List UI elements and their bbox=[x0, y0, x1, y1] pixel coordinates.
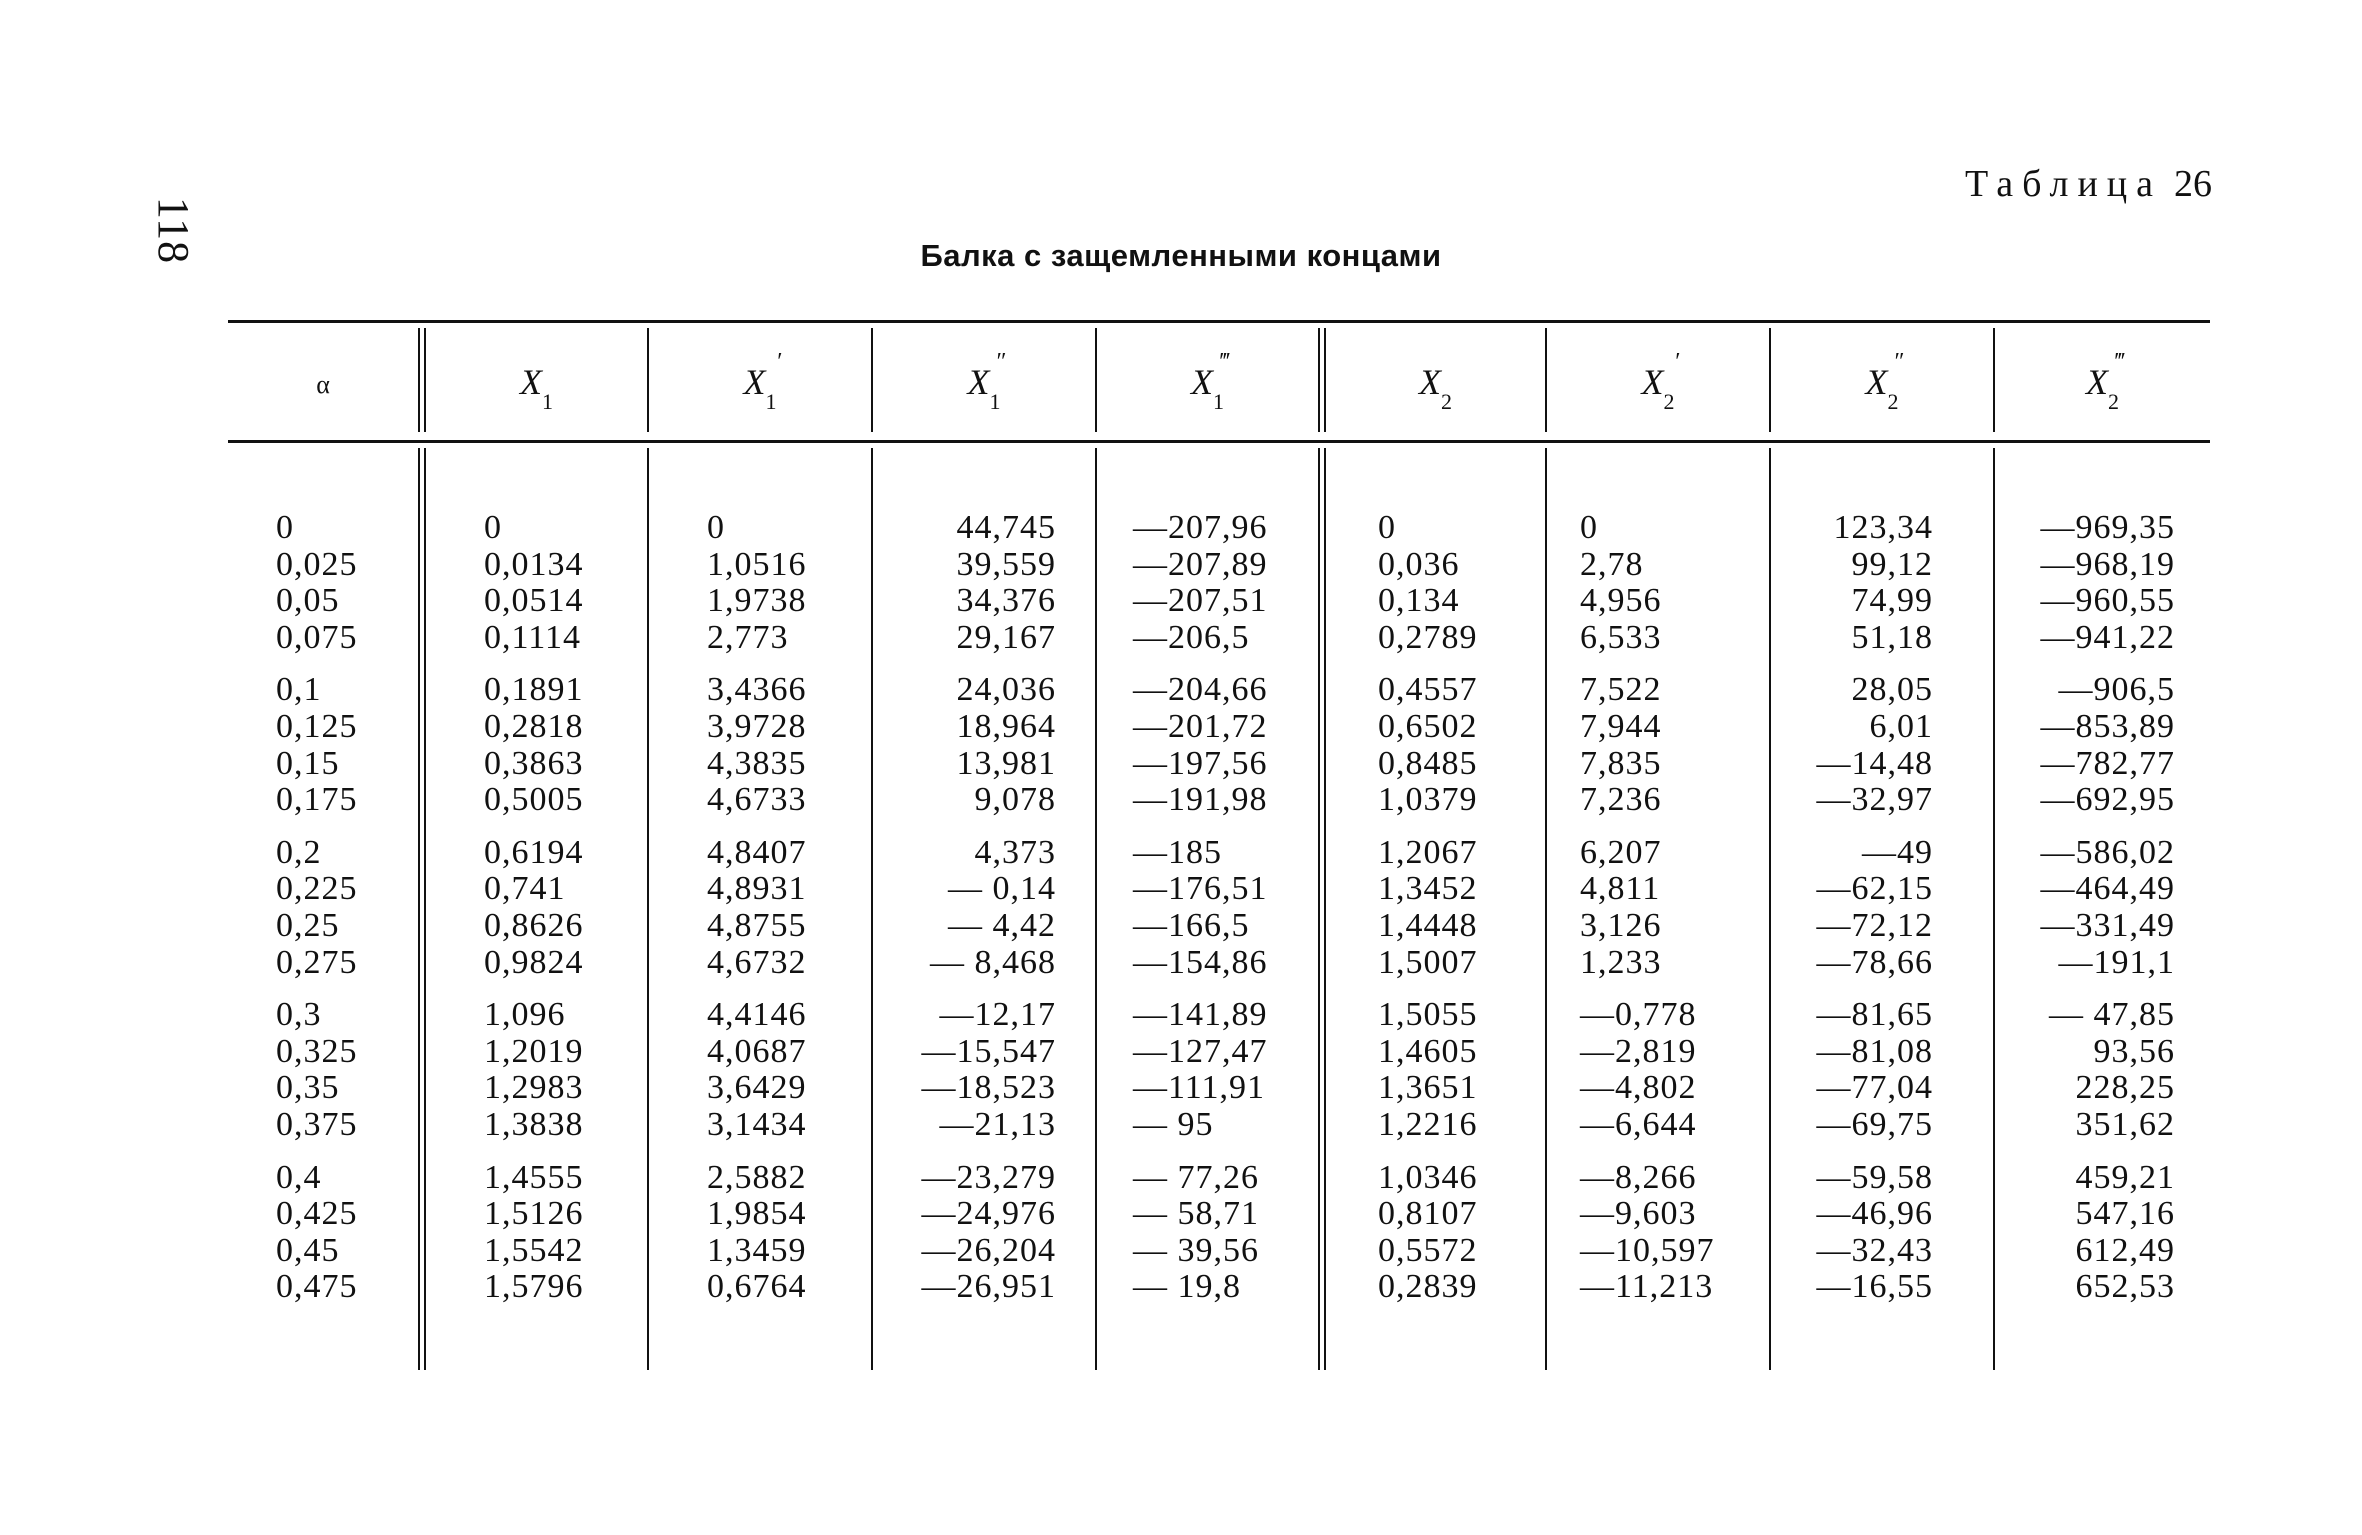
table-cell: —81,65 bbox=[1816, 996, 1933, 1034]
table-cell: —6,644 bbox=[1580, 1105, 1697, 1143]
table-cell: 74,99 bbox=[1851, 582, 1933, 620]
table-cell: —0,778 bbox=[1580, 996, 1697, 1034]
table-cell: —77,04 bbox=[1816, 1069, 1933, 1107]
table-cell: 0 bbox=[1580, 509, 1598, 546]
table-cell: 6,207 bbox=[1580, 833, 1662, 871]
table-cell: 9,078 bbox=[974, 781, 1056, 819]
table-cell: — 95 bbox=[1133, 1105, 1214, 1143]
table-cell: 1,5796 bbox=[484, 1268, 584, 1306]
header-alpha: α bbox=[316, 370, 330, 399]
table-cell: 1,5055 bbox=[1378, 996, 1478, 1034]
table-cell: 1,2983 bbox=[484, 1069, 584, 1107]
table-cell: 0 bbox=[276, 509, 294, 546]
table-label bbox=[1965, 162, 2212, 206]
table-cell: —21,13 bbox=[939, 1105, 1056, 1143]
row-group bbox=[1133, 997, 1268, 1143]
table-cell: 4,4146 bbox=[707, 996, 807, 1034]
row-group bbox=[484, 672, 584, 818]
table-cell: 0,275 bbox=[276, 943, 358, 981]
table-cell: 459,21 bbox=[2075, 1158, 2175, 1196]
row-group bbox=[1580, 997, 1715, 1143]
table-cell: —23,279 bbox=[921, 1158, 1056, 1196]
table-cell: —49 bbox=[1862, 833, 1933, 871]
table-cell: 0,134 bbox=[1378, 582, 1460, 620]
table-cell: —141,89 bbox=[1133, 996, 1268, 1034]
table-cell: — 77,26 bbox=[1133, 1158, 1259, 1196]
table-cell: 0,075 bbox=[276, 618, 358, 656]
table-cell: 4,0687 bbox=[707, 1032, 807, 1070]
row-group bbox=[1580, 510, 1715, 656]
table-cell: —72,12 bbox=[1816, 906, 1933, 944]
table-cell: 0,8107 bbox=[1378, 1195, 1478, 1233]
table-cell: — 8,468 bbox=[930, 943, 1056, 981]
table-cell: 2,773 bbox=[707, 618, 789, 656]
column-divider bbox=[871, 448, 873, 1370]
row-group bbox=[922, 510, 1057, 656]
table-cell: 547,16 bbox=[2075, 1195, 2175, 1233]
row-group bbox=[1580, 835, 1715, 981]
table-cell: 1,3838 bbox=[484, 1105, 584, 1143]
row-group bbox=[276, 835, 358, 981]
table-cell: 2,78 bbox=[1580, 545, 1644, 583]
table-cell: 13,981 bbox=[956, 744, 1056, 782]
row-group bbox=[1817, 997, 1934, 1143]
table-cell: —14,48 bbox=[1816, 744, 1933, 782]
table-cell: 0 bbox=[707, 509, 725, 546]
table-cell: 1,0516 bbox=[707, 545, 807, 583]
row-group bbox=[707, 510, 807, 656]
table-cell: 2,5882 bbox=[707, 1158, 807, 1196]
table-cell: —26,951 bbox=[921, 1268, 1056, 1306]
page-number: 118 bbox=[149, 196, 199, 265]
row-group bbox=[1817, 672, 1934, 818]
row-group bbox=[922, 1160, 1057, 1306]
table-cell: —69,75 bbox=[1816, 1105, 1933, 1143]
table-cell: 1,096 bbox=[484, 996, 566, 1034]
table-cell: 0,0134 bbox=[484, 545, 584, 583]
header-x1-prime: $X_1$ ′ bbox=[743, 349, 783, 414]
row-group bbox=[1378, 672, 1478, 818]
table-cell: 99,12 bbox=[1851, 545, 1933, 583]
table-cell: 1,2067 bbox=[1378, 833, 1478, 871]
table-cell: 1,3452 bbox=[1378, 870, 1478, 908]
column-x2-triple-prime bbox=[2041, 510, 2176, 1322]
table-cell: —207,89 bbox=[1133, 545, 1268, 583]
table-cell: —59,58 bbox=[1816, 1158, 1933, 1196]
table-cell: 4,373 bbox=[974, 833, 1056, 871]
table-cell: —204,66 bbox=[1133, 671, 1268, 709]
table-cell: 0,9824 bbox=[484, 943, 584, 981]
table-cell: —941,22 bbox=[2040, 618, 2175, 656]
table-cell: —46,96 bbox=[1816, 1195, 1933, 1233]
column-divider bbox=[418, 448, 426, 1370]
table-cell: —32,43 bbox=[1816, 1231, 1933, 1269]
table-cell: 0,125 bbox=[276, 707, 358, 745]
table-cell: —692,95 bbox=[2040, 781, 2175, 819]
column-divider bbox=[1545, 448, 1547, 1370]
column-x2-double-prime bbox=[1817, 510, 1934, 1322]
row-group bbox=[922, 835, 1057, 981]
table-cell: —127,47 bbox=[1133, 1032, 1268, 1070]
row-group bbox=[1378, 997, 1478, 1143]
table-cell: 0,2 bbox=[276, 833, 322, 871]
row-group bbox=[707, 835, 807, 981]
table-cell: 0,475 bbox=[276, 1268, 358, 1306]
table-cell: 0,4557 bbox=[1378, 671, 1478, 709]
row-group bbox=[276, 1160, 358, 1306]
table-cell: —2,819 bbox=[1580, 1032, 1697, 1070]
row-group bbox=[276, 672, 358, 818]
table-cell: 3,4366 bbox=[707, 671, 807, 709]
table-cell: 51,18 bbox=[1851, 618, 1933, 656]
table-cell: —10,597 bbox=[1580, 1231, 1715, 1269]
table-cell: 29,167 bbox=[956, 618, 1056, 656]
header-x1-double-prime: $X_1$ ″ bbox=[967, 349, 1007, 414]
table-cell: 1,3459 bbox=[707, 1231, 807, 1269]
column-divider bbox=[418, 328, 426, 432]
table-cell: 1,0346 bbox=[1378, 1158, 1478, 1196]
table-cell: 0,8626 bbox=[484, 906, 584, 944]
table-cell: 351,62 bbox=[2075, 1105, 2175, 1143]
table-cell: 1,2019 bbox=[484, 1032, 584, 1070]
table-cell: —8,266 bbox=[1580, 1158, 1697, 1196]
row-group bbox=[1133, 835, 1268, 981]
table-cell: 93,56 bbox=[2093, 1032, 2175, 1070]
table-cell: —4,802 bbox=[1580, 1069, 1697, 1107]
table-cell: —191,98 bbox=[1133, 781, 1268, 819]
table-cell: 4,8755 bbox=[707, 906, 807, 944]
column-x1-prime bbox=[707, 510, 807, 1322]
table-cell: —968,19 bbox=[2040, 545, 2175, 583]
table-cell: — 39,56 bbox=[1133, 1231, 1259, 1269]
row-group bbox=[1378, 510, 1478, 656]
table-cell: 7,236 bbox=[1580, 781, 1662, 819]
table-cell: 4,6732 bbox=[707, 943, 807, 981]
table-cell: 0,25 bbox=[276, 906, 340, 944]
table-cell: 0,4 bbox=[276, 1158, 322, 1196]
row-group bbox=[2041, 997, 2176, 1143]
row-group bbox=[1133, 1160, 1268, 1306]
header-x2-prime: $X_2$ ′ bbox=[1641, 349, 1681, 414]
table-cell: 228,25 bbox=[2075, 1069, 2175, 1107]
column-x2 bbox=[1378, 510, 1478, 1322]
table-cell: 0,6764 bbox=[707, 1268, 807, 1306]
table-cell: 0,741 bbox=[484, 870, 566, 908]
table-cell: —78,66 bbox=[1816, 943, 1933, 981]
table-cell: 0,225 bbox=[276, 870, 358, 908]
table-cell: 3,6429 bbox=[707, 1069, 807, 1107]
table-cell: 3,9728 bbox=[707, 707, 807, 745]
table-cell: —969,35 bbox=[2040, 509, 2175, 546]
row-group bbox=[2041, 835, 2176, 981]
row-group bbox=[2041, 672, 2176, 818]
table-cell: —15,547 bbox=[921, 1032, 1056, 1070]
header-x2-double-prime: $X_2$ ″ bbox=[1865, 349, 1905, 414]
table-cell: 1,5007 bbox=[1378, 943, 1478, 981]
table-cell: — 19,8 bbox=[1133, 1268, 1241, 1306]
table-cell: —197,56 bbox=[1133, 744, 1268, 782]
table-cell: —176,51 bbox=[1133, 870, 1268, 908]
table-cell: 0,1114 bbox=[484, 618, 581, 656]
table-cell: —206,5 bbox=[1133, 618, 1250, 656]
column-alpha bbox=[276, 510, 358, 1322]
table-cell: 0,0514 bbox=[484, 582, 584, 620]
table-cell: —154,86 bbox=[1133, 943, 1268, 981]
row-group bbox=[1817, 510, 1934, 656]
table-cell: 0,5005 bbox=[484, 781, 584, 819]
row-group bbox=[922, 997, 1057, 1143]
table-cell: —185 bbox=[1133, 833, 1222, 871]
table-cell: 4,6733 bbox=[707, 781, 807, 819]
table-cell: —26,204 bbox=[921, 1231, 1056, 1269]
table-cell: 6,01 bbox=[1869, 707, 1933, 745]
table-cell: 1,9738 bbox=[707, 582, 807, 620]
table-cell: 44,745 bbox=[956, 509, 1056, 546]
table-cell: 123,34 bbox=[1833, 509, 1933, 546]
table-cell: —464,49 bbox=[2040, 870, 2175, 908]
column-divider bbox=[1095, 448, 1097, 1370]
column-divider bbox=[1993, 448, 1995, 1370]
row-group bbox=[2041, 1160, 2176, 1306]
table-caption: Балка с защемленными концами bbox=[920, 238, 1442, 273]
header-x2: $X_2$ bbox=[1419, 362, 1452, 414]
table-cell: — 0,14 bbox=[948, 870, 1056, 908]
table-cell: 1,4605 bbox=[1378, 1032, 1478, 1070]
table-cell: 7,944 bbox=[1580, 707, 1662, 745]
table-cell: —201,72 bbox=[1133, 707, 1268, 745]
table-cell: 0,35 bbox=[276, 1069, 340, 1107]
table-cell: 1,2216 bbox=[1378, 1105, 1478, 1143]
table-cell: 1,5542 bbox=[484, 1231, 584, 1269]
row-group bbox=[276, 510, 358, 656]
table-cell: 0,2818 bbox=[484, 707, 584, 745]
table-cell: 18,964 bbox=[956, 707, 1056, 745]
row-group bbox=[1133, 510, 1268, 656]
table-cell: 4,8931 bbox=[707, 870, 807, 908]
table-cell: 6,533 bbox=[1580, 618, 1662, 656]
table-cell: —782,77 bbox=[2040, 744, 2175, 782]
table-cell: —166,5 bbox=[1133, 906, 1250, 944]
table-cell: —11,213 bbox=[1580, 1268, 1714, 1306]
row-group bbox=[484, 510, 584, 656]
table-cell: 39,559 bbox=[956, 545, 1056, 583]
column-x1-double-prime bbox=[922, 510, 1057, 1322]
table-cell: 0,3 bbox=[276, 996, 322, 1034]
table-cell: — 47,85 bbox=[2049, 996, 2175, 1034]
row-group bbox=[484, 997, 584, 1143]
column-divider bbox=[647, 448, 649, 1370]
table-cell: 0,425 bbox=[276, 1195, 358, 1233]
table-cell: 1,3651 bbox=[1378, 1069, 1478, 1107]
header-x1: $X_1$ bbox=[520, 362, 553, 414]
table-cell: —960,55 bbox=[2040, 582, 2175, 620]
table-cell: —207,51 bbox=[1133, 582, 1268, 620]
row-group bbox=[707, 997, 807, 1143]
table-cell: 0,175 bbox=[276, 781, 358, 819]
table-cell: 1,0379 bbox=[1378, 781, 1478, 819]
row-group bbox=[1378, 1160, 1478, 1306]
column-divider bbox=[1318, 448, 1326, 1370]
table-cell: 0,3863 bbox=[484, 744, 584, 782]
table-cell: 0,025 bbox=[276, 545, 358, 583]
table-cell: 0,325 bbox=[276, 1032, 358, 1070]
row-group bbox=[2041, 510, 2176, 656]
row-group bbox=[1817, 1160, 1934, 1306]
column-x2-prime bbox=[1580, 510, 1715, 1322]
table-cell: 1,9854 bbox=[707, 1195, 807, 1233]
row-group bbox=[1378, 835, 1478, 981]
table-cell: 0,8485 bbox=[1378, 744, 1478, 782]
row-group bbox=[1580, 1160, 1715, 1306]
table-cell: —18,523 bbox=[921, 1069, 1056, 1107]
row-group bbox=[922, 672, 1057, 818]
table-cell: —81,08 bbox=[1816, 1032, 1933, 1070]
table-cell: 0,2789 bbox=[1378, 618, 1478, 656]
table-cell: 652,53 bbox=[2075, 1268, 2175, 1306]
row-group bbox=[1133, 672, 1268, 818]
table-cell: 1,4448 bbox=[1378, 906, 1478, 944]
table-cell: —207,96 bbox=[1133, 509, 1268, 546]
table-header-rule bbox=[228, 440, 2210, 443]
table-cell: 4,811 bbox=[1580, 870, 1661, 908]
table-cell: 0,45 bbox=[276, 1231, 340, 1269]
table-cell: 0,2839 bbox=[1378, 1268, 1478, 1306]
table-cell: 0,1891 bbox=[484, 671, 584, 709]
table-cell: 0,6502 bbox=[1378, 707, 1478, 745]
table-cell: —111,91 bbox=[1133, 1069, 1265, 1107]
table-cell: 1,5126 bbox=[484, 1195, 584, 1233]
table-cell: 0,375 bbox=[276, 1105, 358, 1143]
table-cell: 1,4555 bbox=[484, 1158, 584, 1196]
table-cell: —16,55 bbox=[1816, 1268, 1933, 1306]
table-cell: 612,49 bbox=[2075, 1231, 2175, 1269]
table-cell: —853,89 bbox=[2040, 707, 2175, 745]
header-x2-triple-prime: $X_2$ ‴ bbox=[2086, 349, 2125, 414]
table-cell: —906,5 bbox=[2058, 671, 2175, 709]
table-cell: 0,05 bbox=[276, 582, 340, 620]
table-label-word: Таблица bbox=[1964, 163, 2162, 205]
table-cell: 24,036 bbox=[956, 671, 1056, 709]
table-cell: 1,233 bbox=[1580, 943, 1662, 981]
table-cell: —24,976 bbox=[921, 1195, 1056, 1233]
table-cell: 0,5572 bbox=[1378, 1231, 1478, 1269]
column-divider bbox=[1318, 328, 1326, 432]
table-cell: —191,1 bbox=[2058, 943, 2175, 981]
table-cell: 28,05 bbox=[1851, 671, 1933, 709]
row-group bbox=[484, 1160, 584, 1306]
table-cell: 3,126 bbox=[1580, 906, 1662, 944]
row-group bbox=[484, 835, 584, 981]
table-cell: 4,8407 bbox=[707, 833, 807, 871]
table-cell: 0,15 bbox=[276, 744, 340, 782]
row-group bbox=[276, 997, 358, 1143]
table-cell: —12,17 bbox=[939, 996, 1056, 1034]
table-cell: 0 bbox=[1378, 509, 1396, 546]
table-cell: —331,49 bbox=[2040, 906, 2175, 944]
table-cell: 0,6194 bbox=[484, 833, 584, 871]
column-divider bbox=[1769, 448, 1771, 1370]
row-group bbox=[1817, 835, 1934, 981]
table-cell: 4,956 bbox=[1580, 582, 1662, 620]
table-top-rule bbox=[228, 320, 2210, 323]
table-cell: — 4,42 bbox=[948, 906, 1056, 944]
table-cell: — 58,71 bbox=[1133, 1195, 1259, 1233]
table-cell: —32,97 bbox=[1816, 781, 1933, 819]
row-group bbox=[707, 1160, 807, 1306]
table-cell: 3,1434 bbox=[707, 1105, 807, 1143]
column-x1 bbox=[484, 510, 584, 1322]
table-cell: 4,3835 bbox=[707, 744, 807, 782]
table-cell: 0 bbox=[484, 509, 502, 546]
row-group bbox=[1580, 672, 1715, 818]
table-cell: 0,036 bbox=[1378, 545, 1460, 583]
row-group bbox=[707, 672, 807, 818]
table-cell: —9,603 bbox=[1580, 1195, 1697, 1233]
column-x1-triple-prime bbox=[1133, 510, 1268, 1322]
table-number: 26 bbox=[2174, 163, 2212, 205]
table-cell: 7,835 bbox=[1580, 744, 1662, 782]
header-x1-triple-prime: $X_1$ ‴ bbox=[1191, 349, 1230, 414]
table-cell: —62,15 bbox=[1816, 870, 1933, 908]
table-cell: 0,1 bbox=[276, 671, 322, 709]
table-cell: —586,02 bbox=[2040, 833, 2175, 871]
table-cell: 34,376 bbox=[956, 582, 1056, 620]
table-cell: 7,522 bbox=[1580, 671, 1662, 709]
